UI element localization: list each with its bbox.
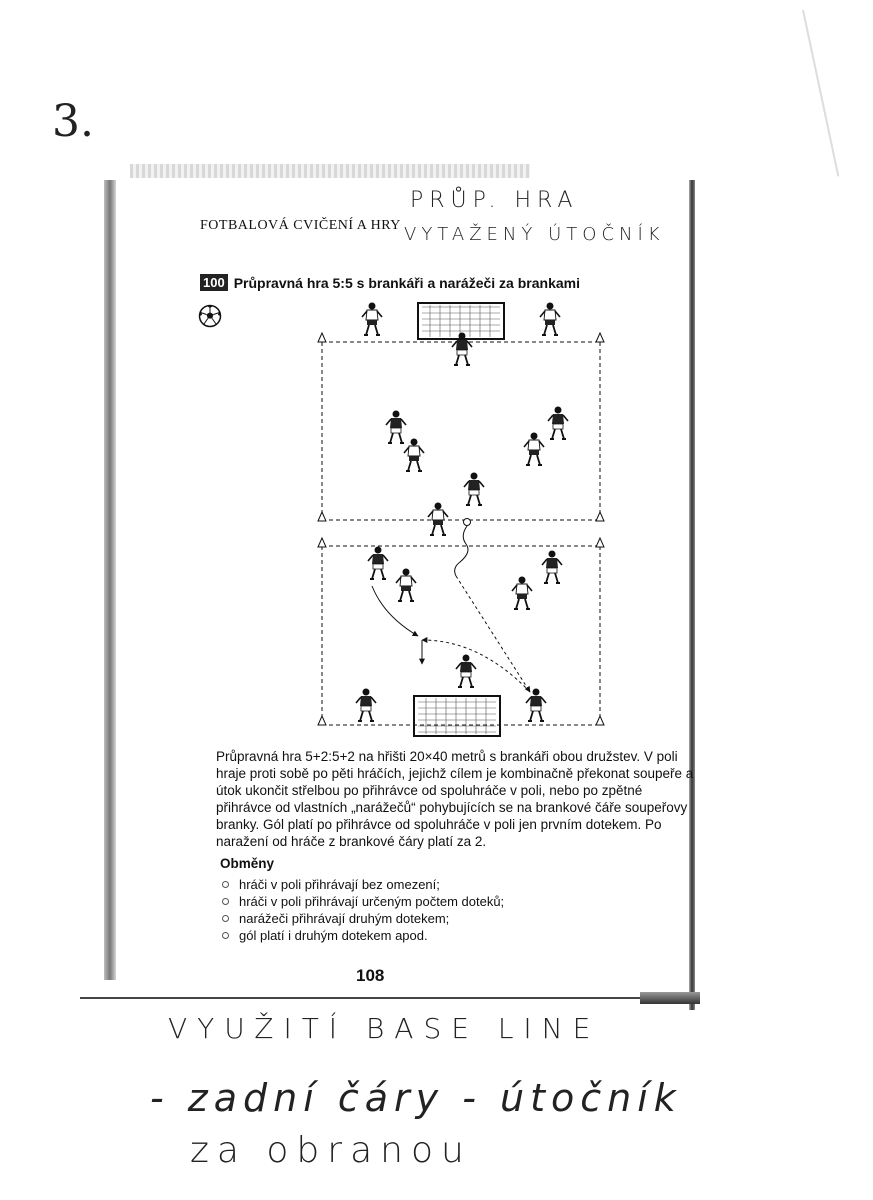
exercise-title-text: Průpravná hra 5:5 s brankáři a narážeči za brankami [233, 274, 580, 291]
list-item: narážeči přihrávají druhým dotekem; [222, 910, 504, 927]
exercise-title [200, 274, 580, 291]
handwritten-note-line3: VYUŽITÍ BASE LINE [168, 1012, 601, 1045]
handwritten-number: 3. [52, 96, 94, 147]
bullet-icon [222, 898, 229, 905]
list-item: hráči v poli přihrávají určeným počtem doteků; [222, 893, 504, 910]
dribble-line [455, 526, 468, 576]
goal-bottom [414, 696, 500, 736]
variants-heading: Obměny [220, 856, 275, 871]
handwritten-note-line5: za obranou [190, 1130, 472, 1171]
soccer-ball-icon [198, 304, 222, 328]
list-item: gól platí i druhým dotekem apod. [222, 927, 504, 944]
handwritten-note-line4: - zadní čáry - útočník [150, 1076, 682, 1120]
bullet-icon [222, 915, 229, 922]
paper-fold-line [802, 10, 839, 177]
handwritten-note-line2: VYTAŽENÝ ÚTOČNÍK [404, 224, 665, 245]
run-line [372, 586, 418, 636]
pass-line-2 [422, 640, 530, 692]
page-corner-shadow [640, 992, 700, 1004]
handwritten-note-line1: PRŮP. HRA [410, 188, 579, 213]
page-edge-bottom [80, 997, 700, 999]
exercise-description: Průpravná hra 5+2:5+2 na hřišti 20×40 metrů s brankáři obou družstev. V poli hraje proti sobě po pěti hráčích, jejichž cílem je kombinačně překonat soupeře a útok ukončit střelbou po přihrávce od spoluhráče v poli, nebo po zpětné přihrávce od vlastních „narážečů“ pohybujících se na brankové čáře soupeřovy branky. Gól platí po přihrávce od spoluhráče v poli jen prvním dotekem. Po naražení od hráče z brankové čáry platí za 2. [216, 749, 694, 849]
variants-list [222, 876, 504, 944]
page-edge-right [689, 180, 695, 1010]
bullet-icon [222, 932, 229, 939]
bullet-icon [222, 881, 229, 888]
scan-shadow-top [130, 164, 530, 178]
exercise-number: 100 [200, 274, 228, 291]
running-head: FOTBALOVÁ CVIČENÍ A HRY [200, 218, 401, 233]
list-item: hráči v poli přihrávají bez omezení; [222, 876, 504, 893]
pitch-diagram [310, 300, 610, 740]
page-edge-left [104, 180, 116, 980]
page-number: 108 [356, 966, 385, 985]
